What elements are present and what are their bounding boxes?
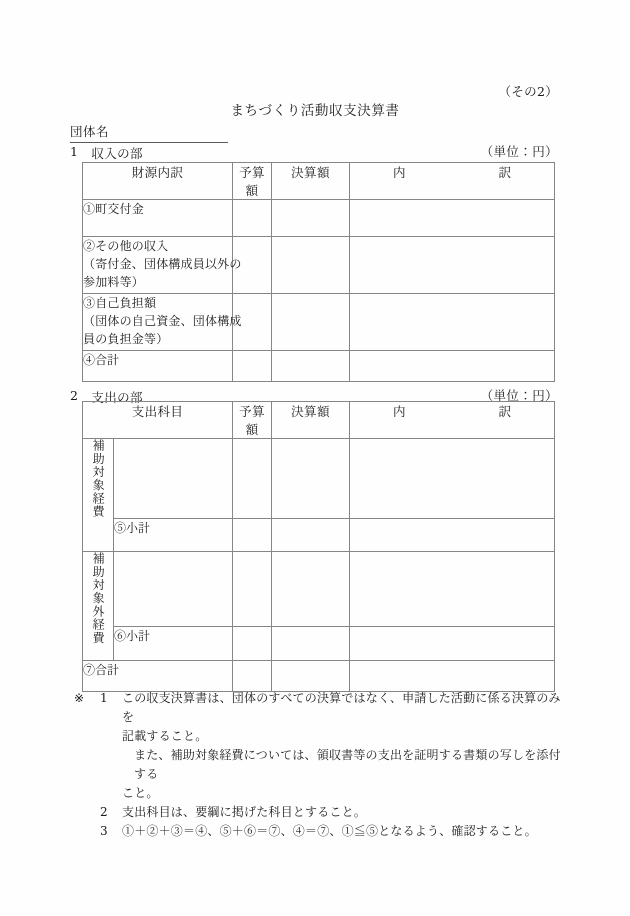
group-label-subsidized bbox=[83, 439, 114, 552]
note-mark-icon: ※ bbox=[74, 691, 85, 705]
section-heading-income bbox=[70, 142, 558, 162]
table-row bbox=[83, 200, 555, 237]
income-table bbox=[82, 162, 555, 382]
group-label-text: 補助対象経費 bbox=[91, 439, 106, 519]
note-index: 1 bbox=[100, 691, 108, 705]
column-header-detail bbox=[350, 402, 555, 439]
cell-budget[interactable] bbox=[233, 439, 272, 519]
cell-detail[interactable] bbox=[350, 627, 555, 661]
note-text bbox=[122, 803, 570, 822]
column-header-settlement: 決算額 bbox=[272, 163, 350, 200]
cell-detail[interactable] bbox=[350, 552, 555, 627]
cell-settlement[interactable] bbox=[272, 661, 350, 692]
section-number: 2 bbox=[70, 388, 79, 403]
row-label-subtotal-non-subsidized: ⑥小計 bbox=[114, 627, 233, 661]
note-item bbox=[74, 822, 570, 841]
column-header-item: 財源内訳 bbox=[83, 163, 233, 200]
table-header-row bbox=[83, 163, 555, 200]
cell-settlement[interactable] bbox=[272, 237, 350, 294]
row-label-line: 員の負担金等） bbox=[83, 332, 169, 346]
cell-budget[interactable] bbox=[233, 200, 272, 237]
table-row bbox=[83, 627, 555, 661]
row-label-line: （団体の自己資金、団体構成 bbox=[83, 314, 242, 328]
column-header-detail-right: 訳 bbox=[498, 404, 512, 419]
cell-settlement[interactable] bbox=[272, 627, 350, 661]
table-row bbox=[83, 519, 555, 552]
table-row bbox=[83, 552, 555, 627]
note-text bbox=[122, 689, 570, 803]
row-label-line: 参加料等） bbox=[83, 275, 145, 289]
cell-settlement[interactable] bbox=[272, 200, 350, 237]
cell-detail[interactable] bbox=[350, 661, 555, 692]
page-title: まちづくり活動収支決算書 bbox=[230, 103, 400, 119]
cell-budget[interactable] bbox=[233, 552, 272, 627]
row-label-other-income bbox=[83, 237, 242, 294]
row-label-line: （寄付金、団体構成員以外の bbox=[83, 257, 242, 271]
section-number: 1 bbox=[70, 144, 79, 159]
cell-detail[interactable] bbox=[350, 439, 555, 519]
group-label-text: 補助対象外経費 bbox=[91, 552, 106, 645]
row-label-line: ③自己負担額 bbox=[83, 296, 157, 310]
cell-detail[interactable] bbox=[350, 294, 555, 351]
cell-settlement[interactable] bbox=[272, 351, 350, 382]
note-line: この収支決算書は、団体のすべての決算ではなく、申請した活動に係る決算のみを bbox=[122, 691, 561, 724]
cell-settlement[interactable] bbox=[272, 552, 350, 627]
note-line: 支出科目は、要綱に掲げた科目とすること。 bbox=[122, 804, 367, 819]
row-label-subtotal-subsidized: ⑤小計 bbox=[114, 519, 233, 552]
row-label-income-total bbox=[83, 351, 233, 382]
table-row bbox=[83, 237, 555, 294]
column-header-budget: 予算額 bbox=[233, 402, 272, 439]
cell-budget[interactable] bbox=[233, 627, 272, 661]
group-label-non-subsidized bbox=[83, 552, 114, 661]
column-header-detail-right: 訳 bbox=[498, 165, 511, 180]
cell-budget[interactable] bbox=[233, 519, 272, 552]
column-header-budget: 予算額 bbox=[233, 163, 272, 200]
unit-label: （単位：円） bbox=[480, 144, 558, 159]
cell-settlement[interactable] bbox=[272, 519, 350, 552]
cell-detail[interactable] bbox=[350, 519, 555, 552]
row-label-line: ①町交付金 bbox=[83, 202, 145, 216]
column-header-detail-left: 内 bbox=[393, 404, 406, 419]
note-index: 3 bbox=[100, 823, 108, 838]
note-item bbox=[74, 689, 570, 803]
column-header-detail bbox=[350, 163, 555, 200]
table-row bbox=[83, 294, 555, 351]
table-header-row bbox=[83, 402, 555, 439]
note-line: こと。 bbox=[122, 785, 159, 800]
form-notes bbox=[74, 689, 570, 841]
note-line: ①＋②＋③＝④、⑤＋⑥＝⑦、④＝⑦、①≦⑤となるよう、確認すること。 bbox=[122, 823, 537, 838]
row-label-town-grant bbox=[83, 200, 233, 237]
row-label-self-funding bbox=[83, 294, 242, 351]
expense-table bbox=[82, 401, 555, 692]
note-line: また、補助対象経費については、領収書等の支出を証明する書類の写しを添付する bbox=[134, 747, 561, 781]
cell-settlement[interactable] bbox=[272, 294, 350, 351]
row-label-line: ②その他の収入 bbox=[83, 239, 169, 253]
unit-label: （単位：円） bbox=[480, 388, 558, 403]
note-item bbox=[74, 803, 570, 822]
note-line: 記載すること。 bbox=[122, 728, 208, 743]
table-row bbox=[83, 351, 555, 382]
organization-name-field[interactable]: 団体名 bbox=[70, 122, 228, 143]
column-header-item: 支出科目 bbox=[83, 402, 233, 439]
row-label-expense-total: ⑦合計 bbox=[83, 661, 233, 692]
note-text bbox=[122, 822, 570, 841]
cell-expense-item[interactable] bbox=[114, 552, 233, 627]
note-index: 2 bbox=[100, 804, 108, 819]
cell-expense-item[interactable] bbox=[114, 439, 233, 519]
column-header-detail-left: 内 bbox=[393, 165, 406, 180]
cell-detail[interactable] bbox=[350, 237, 555, 294]
column-header-settlement: 決算額 bbox=[272, 402, 350, 439]
section-title: 収入の部 bbox=[91, 146, 143, 161]
form-variant-label: （その2） bbox=[498, 84, 558, 99]
cell-settlement[interactable] bbox=[272, 439, 350, 519]
section-title: 支出の部 bbox=[91, 390, 143, 405]
cell-budget[interactable] bbox=[233, 351, 272, 382]
row-label-line: ④合計 bbox=[83, 353, 120, 367]
table-row bbox=[83, 661, 555, 692]
cell-detail[interactable] bbox=[350, 351, 555, 382]
table-row bbox=[83, 439, 555, 519]
cell-detail[interactable] bbox=[350, 200, 555, 237]
cell-budget[interactable] bbox=[233, 661, 272, 692]
